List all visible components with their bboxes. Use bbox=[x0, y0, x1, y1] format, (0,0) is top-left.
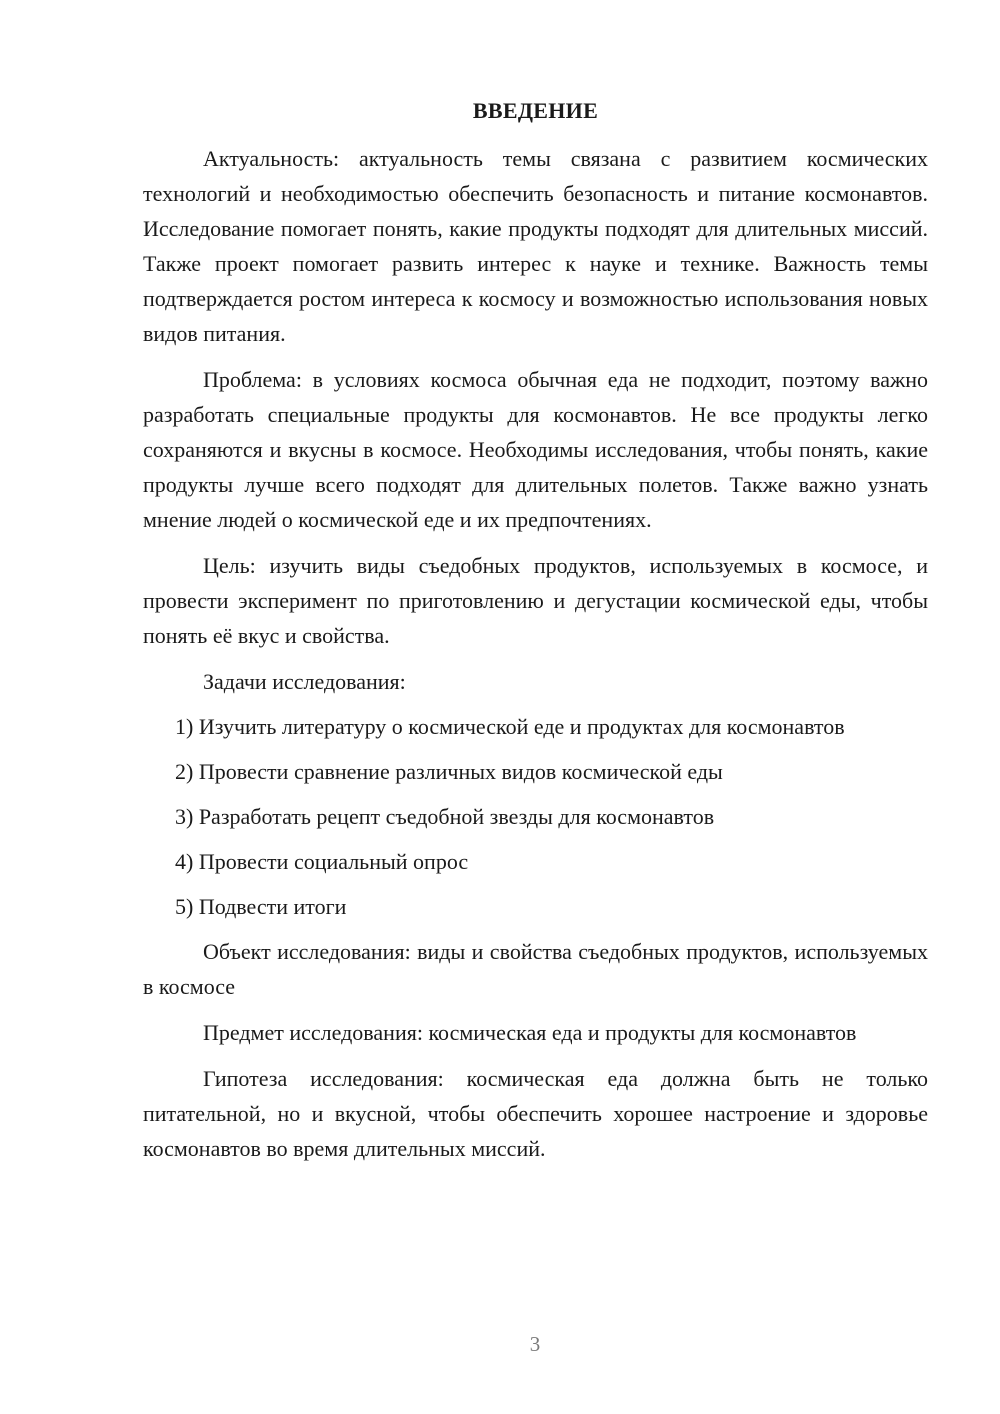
document-body bbox=[143, 95, 928, 1177]
tasks-list bbox=[143, 709, 928, 924]
list-item: 3) Разработать рецепт съедобной звезды для космонавтов bbox=[175, 804, 715, 829]
list-item: 1) Изучить литературу о космической еде и продуктах для космонавтов bbox=[175, 714, 845, 739]
paragraph-subject: Предмет исследования: космическая еда и продукты для космонавтов bbox=[203, 1020, 857, 1045]
list-item: 5) Подвести итоги bbox=[175, 894, 347, 919]
tasks-heading: Задачи исследования: bbox=[203, 669, 406, 694]
paragraph-problem: Проблема: в условиях космоса обычная еда не подходит, поэтому важно разработать специальные продукты для космонавтов. Не все продукты легко сохраняются и вкусны в космосе. Необходимы исследования, чтобы понять, какие продукты лучше всего подходят для длительных полетов. Также важно узнать мнение людей о космической еде и их предпочтениях. bbox=[143, 367, 928, 532]
list-item: 2) Провести сравнение различных видов космической еды bbox=[175, 759, 723, 784]
list-item: 4) Провести социальный опрос bbox=[175, 849, 469, 874]
section-title: ВВЕДЕНИЕ bbox=[472, 98, 599, 123]
paragraph-relevance: Актуальность: актуальность темы связана с развитием космических технологий и необходимостью обеспечить безопасность и питание космонавтов. Исследование помогает понять, какие продукты подходят для длительных миссий. Также проект помогает развить интерес к науке и технике. Важность темы подтверждается ростом интереса к космосу и возможностью использования новых видов питания. bbox=[143, 146, 928, 346]
paragraph-hypothesis: Гипотеза исследования: космическая еда должна быть не только питательной, но и вкусной, чтобы обеспечить хорошее настроение и здоровье космонавтов во время длительных миссий. bbox=[143, 1066, 928, 1161]
paragraph-object: Объект исследования: виды и свойства съедобных продуктов, используемых в космосе bbox=[143, 939, 928, 999]
paragraph-goal: Цель: изучить виды съедобных продуктов, используемых в космосе, и провести эксперимент по приготовлению и дегустации космической еды, чтобы понять её вкус и свойства. bbox=[143, 553, 928, 648]
page-number: 3 bbox=[529, 1332, 541, 1356]
